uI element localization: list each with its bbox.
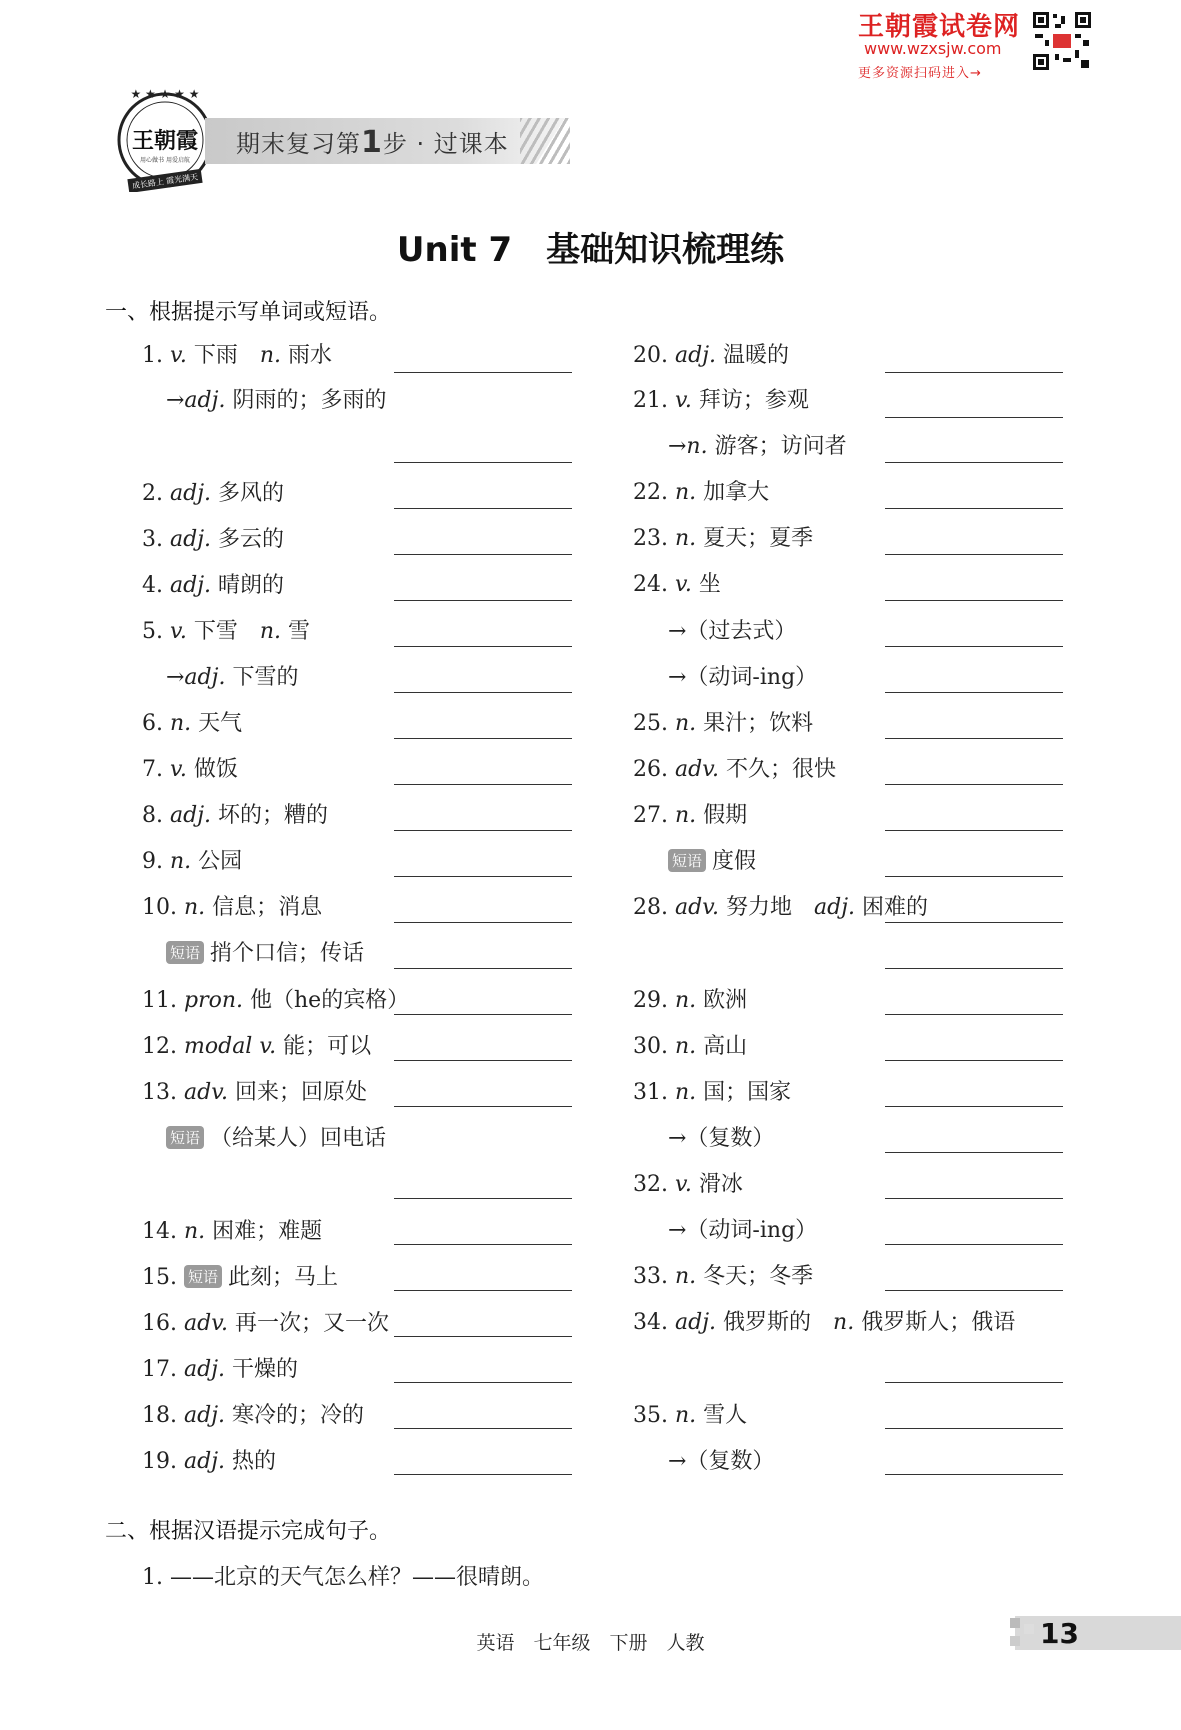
item-hint: 拜访；参观 — [698, 388, 809, 413]
exercise-item — [142, 1029, 371, 1060]
item-number: 14. — [142, 1219, 177, 1244]
exercise-item — [633, 338, 789, 369]
exercise-item — [166, 1121, 386, 1152]
item-number: 16. — [142, 1311, 177, 1336]
part-of-speech: adj. — [184, 1357, 226, 1382]
part-of-speech: adj. — [170, 527, 212, 552]
item-hint: 假期 — [703, 803, 748, 828]
item-hint: 国；国家 — [703, 1080, 792, 1105]
part-of-speech: adj. — [675, 1310, 717, 1335]
item-hint: 滑冰 — [698, 1172, 743, 1197]
brand-title: 王朝霞试卷网 — [858, 12, 1021, 42]
answer-blank[interactable] — [394, 922, 572, 923]
answer-blank[interactable] — [885, 968, 1063, 969]
wangzhaoxia-logo — [110, 82, 220, 192]
part-of-speech: adv. — [184, 1080, 229, 1105]
item-hint: 雪人 — [703, 1403, 748, 1428]
exercise-item — [633, 706, 813, 737]
exercise-item — [142, 522, 284, 553]
exercise-item — [142, 1075, 367, 1106]
answer-blank[interactable] — [885, 554, 1063, 555]
answer-blank[interactable] — [885, 1106, 1063, 1107]
answer-blank[interactable] — [394, 1244, 572, 1245]
part-of-speech: n. — [184, 895, 206, 920]
phrase-tag: 短语 — [166, 1126, 204, 1149]
part-of-speech: adj. — [675, 343, 717, 368]
item-hint: 他（he的宾格） — [250, 988, 410, 1013]
part-of-speech: v. — [170, 343, 187, 368]
brand-block — [858, 6, 1093, 82]
item-hint: 多风的 — [218, 481, 285, 506]
item-number: 4. — [142, 573, 163, 598]
part-of-speech: adj. — [184, 1449, 226, 1474]
answer-blank[interactable] — [885, 692, 1063, 693]
answer-blank[interactable] — [885, 784, 1063, 785]
exercise-item — [668, 429, 847, 460]
item-hint: 下雨 — [193, 343, 260, 368]
item-hint: 干燥的 — [232, 1357, 299, 1382]
item-number: 27. — [633, 803, 668, 828]
item-hint: 能；可以 — [283, 1034, 372, 1059]
brand-tip: 更多资源扫码进入→ — [858, 66, 982, 81]
exercise-item — [142, 338, 332, 369]
item-number: 35. — [633, 1403, 668, 1428]
item-hint: 做饭 — [193, 757, 238, 782]
item-number: 29. — [633, 988, 668, 1013]
answer-blank[interactable] — [885, 738, 1063, 739]
answer-blank[interactable] — [394, 830, 572, 831]
part-of-speech: n. — [675, 1080, 697, 1105]
part-of-speech: v. — [170, 619, 187, 644]
item-number: 8. — [142, 803, 163, 828]
part-of-speech: v. — [170, 757, 187, 782]
exercise-item — [142, 844, 242, 875]
part-of-speech: v. — [675, 388, 692, 413]
item-hint: （给某人）回电话 — [210, 1126, 387, 1151]
part-of-speech: n. — [675, 988, 697, 1013]
item-number: 1. — [142, 343, 163, 368]
answer-blank[interactable] — [394, 1290, 572, 1291]
part-of-speech: adj. — [170, 803, 212, 828]
exercise-item — [166, 383, 386, 414]
exercise-item — [633, 567, 721, 598]
answer-blank[interactable] — [885, 1290, 1063, 1291]
item-hint: 俄罗斯人；俄语 — [861, 1310, 1016, 1335]
answer-blank[interactable] — [394, 1336, 572, 1337]
item-number: 33. — [633, 1264, 668, 1289]
item-hint: 不久；很快 — [726, 757, 837, 782]
item-hint: 多云的 — [218, 527, 285, 552]
answer-blank[interactable] — [394, 738, 572, 739]
item-hint: 果汁；饮料 — [703, 711, 814, 736]
item-number: 17. — [142, 1357, 177, 1382]
answer-blank[interactable] — [394, 1382, 572, 1383]
part-of-speech: pron. — [184, 988, 244, 1013]
exercise-item — [633, 1167, 743, 1198]
item-number: 24. — [633, 572, 668, 597]
svg-text:王朝霞: 王朝霞 — [131, 128, 199, 154]
part-of-speech: n. — [675, 711, 697, 736]
exercise-item — [166, 936, 364, 967]
part-of-speech: →adj. — [166, 388, 226, 413]
part-of-speech: adj. — [814, 895, 856, 920]
page-number: 13 — [1040, 1617, 1079, 1650]
answer-blank[interactable] — [885, 830, 1063, 831]
item-number: 21. — [633, 388, 668, 413]
item-number: 31. — [633, 1080, 668, 1105]
page-title: Unit 7 基础知识梳理练 — [396, 230, 785, 270]
part-of-speech: →n. — [668, 434, 708, 459]
exercise-item — [668, 1213, 817, 1244]
part-of-speech: n. — [675, 1264, 697, 1289]
item-number: 25. — [633, 711, 668, 736]
answer-blank[interactable] — [394, 600, 572, 601]
part-of-speech: adv. — [675, 757, 720, 782]
exercise-item — [142, 1306, 389, 1337]
item-hint: 困难的 — [862, 895, 929, 920]
part-of-speech: adj. — [170, 573, 212, 598]
item-hint: 温暖的 — [723, 343, 790, 368]
item-hint: 加拿大 — [703, 480, 770, 505]
part-of-speech: n. — [833, 1310, 855, 1335]
exercise-item — [633, 983, 747, 1014]
answer-blank[interactable] — [885, 1152, 1063, 1153]
exercise-item — [142, 983, 409, 1014]
answer-blank[interactable] — [885, 1474, 1063, 1475]
answer-blank[interactable] — [885, 1428, 1063, 1429]
part-of-speech: adj. — [184, 1403, 226, 1428]
phrase-tag: 短语 — [166, 941, 204, 964]
part-of-speech: n. — [259, 343, 281, 368]
exercise-item — [142, 1260, 338, 1291]
item-number: 15. — [142, 1265, 177, 1290]
answer-blank[interactable] — [885, 1014, 1063, 1015]
item-number: 22. — [633, 480, 668, 505]
item-hint: 捎个口信；传话 — [210, 941, 365, 966]
answer-blank[interactable] — [394, 1106, 572, 1107]
svg-text:用心做书 用爱启航: 用心做书 用爱启航 — [140, 157, 190, 164]
item-number: 12. — [142, 1034, 177, 1059]
answer-blank[interactable] — [885, 1244, 1063, 1245]
item-hint: →（复数） — [668, 1126, 775, 1151]
banner-stripes — [520, 118, 570, 164]
answer-blank[interactable] — [885, 1198, 1063, 1199]
answer-blank[interactable] — [394, 372, 572, 373]
answer-blank[interactable] — [394, 784, 572, 785]
item-hint: 欧洲 — [703, 988, 748, 1013]
exercise-item — [142, 1398, 364, 1429]
part-of-speech: n. — [184, 1219, 206, 1244]
exercise-item — [142, 1352, 298, 1383]
section-1-heading: 一、根据提示写单词或短语。 — [105, 300, 392, 325]
part-of-speech: n. — [675, 803, 697, 828]
item-hint: 度假 — [712, 849, 757, 874]
answer-blank[interactable] — [885, 372, 1063, 373]
answer-blank[interactable] — [885, 462, 1063, 463]
answer-blank[interactable] — [885, 508, 1063, 509]
exercise-item — [633, 1305, 1015, 1336]
exercise-item — [633, 521, 813, 552]
phrase-tag: 短语 — [184, 1265, 222, 1288]
exercise-item — [668, 1444, 774, 1475]
item-hint: 下雪 — [193, 619, 260, 644]
part-of-speech: v. — [675, 1172, 692, 1197]
qr-code-icon[interactable] — [1031, 10, 1093, 72]
item-number: 19. — [142, 1449, 177, 1474]
svg-text:成长路上 霞光满天: 成长路上 霞光满天 — [131, 172, 199, 191]
part-of-speech: n. — [259, 619, 281, 644]
svg-text:★ ★ ★ ★ ★: ★ ★ ★ ★ ★ — [130, 87, 200, 101]
item-hint: 公园 — [198, 849, 243, 874]
exercise-item — [668, 844, 756, 875]
answer-blank[interactable] — [885, 417, 1063, 418]
exercise-item — [142, 890, 322, 921]
exercise-item — [668, 660, 817, 691]
exercise-item — [142, 706, 242, 737]
answer-blank[interactable] — [885, 1060, 1063, 1061]
item-number: 9. — [142, 849, 163, 874]
item-number: 28. — [633, 895, 668, 920]
exercise-item — [142, 476, 284, 507]
item-hint: →（动词-ing） — [668, 665, 818, 690]
answer-blank[interactable] — [394, 1428, 572, 1429]
item-number: 20. — [633, 343, 668, 368]
item-hint: 回来；回原处 — [235, 1080, 368, 1105]
exercise-item — [633, 475, 769, 506]
brand-url[interactable]: www.wzxsjw.com — [864, 39, 1002, 58]
answer-blank[interactable] — [394, 646, 572, 647]
answer-blank[interactable] — [885, 922, 1063, 923]
part-of-speech: n. — [675, 526, 697, 551]
phrase-tag: 短语 — [668, 849, 706, 872]
answer-blank[interactable] — [394, 968, 572, 969]
exercise-item — [142, 798, 328, 829]
item-hint: 晴朗的 — [218, 573, 285, 598]
item-number: 11. — [142, 988, 177, 1013]
answer-blank[interactable] — [885, 876, 1063, 877]
banner-text: 期末复习第1步 · 过课本 — [236, 125, 509, 160]
part-of-speech: n. — [675, 1034, 697, 1059]
answer-blank[interactable] — [885, 1382, 1063, 1383]
item-hint: 寒冷的；冷的 — [232, 1403, 365, 1428]
item-number: 26. — [633, 757, 668, 782]
part-of-speech: adv. — [675, 895, 720, 920]
item-hint: 雨水 — [288, 343, 333, 368]
part-of-speech: n. — [675, 1403, 697, 1428]
answer-blank[interactable] — [394, 876, 572, 877]
item-hint: 俄罗斯的 — [723, 1310, 834, 1335]
item-hint: 阴雨的；多雨的 — [232, 388, 387, 413]
answer-blank[interactable] — [394, 462, 572, 463]
exercise-item — [142, 1444, 276, 1475]
exercise-item — [633, 1398, 747, 1429]
item-hint: 努力地 — [726, 895, 815, 920]
answer-blank[interactable] — [394, 1060, 572, 1061]
exercise-item — [668, 614, 796, 645]
item-number: 13. — [142, 1080, 177, 1105]
item-number: 7. — [142, 757, 163, 782]
item-hint: 坐 — [698, 572, 721, 597]
item-number: 34. — [633, 1310, 668, 1335]
exercise-item — [142, 614, 310, 645]
answer-blank[interactable] — [394, 1474, 572, 1475]
exercise-item — [142, 568, 284, 599]
item-hint: →（复数） — [668, 1449, 775, 1474]
item-hint: 雪 — [288, 619, 311, 644]
exercise-item — [166, 660, 298, 691]
item-hint: 热的 — [232, 1449, 277, 1474]
answer-blank[interactable] — [394, 1014, 572, 1015]
part-of-speech: v. — [675, 572, 692, 597]
footer-text: 英语 七年级 下册 人教 — [476, 1632, 705, 1654]
exercise-item — [633, 1029, 747, 1060]
part-of-speech: modal v. — [184, 1034, 277, 1059]
exercise-item — [668, 1121, 774, 1152]
item-hint: 游客；访问者 — [714, 434, 847, 459]
part-of-speech: n. — [170, 849, 192, 874]
answer-blank[interactable] — [394, 508, 572, 509]
item-hint: 冬天；冬季 — [703, 1264, 814, 1289]
sentence-1: 1. ——北京的天气怎么样？——很晴朗。 — [142, 1565, 544, 1590]
item-number: 30. — [633, 1034, 668, 1059]
item-number: 23. — [633, 526, 668, 551]
part-of-speech: adj. — [170, 481, 212, 506]
part-of-speech: n. — [170, 711, 192, 736]
item-hint: 再一次；又一次 — [235, 1311, 390, 1336]
exercise-item — [633, 752, 836, 783]
item-hint: 天气 — [198, 711, 243, 736]
item-hint: 困难；难题 — [212, 1219, 323, 1244]
exercise-item — [142, 752, 238, 783]
exercise-item — [633, 383, 809, 414]
item-number: 6. — [142, 711, 163, 736]
item-number: 18. — [142, 1403, 177, 1428]
item-number: 10. — [142, 895, 177, 920]
exercise-item — [633, 1075, 791, 1106]
answer-blank[interactable] — [394, 1198, 572, 1199]
item-hint: →（过去式） — [668, 619, 797, 644]
exercise-item — [633, 890, 928, 921]
part-of-speech: →adj. — [166, 665, 226, 690]
item-number: 2. — [142, 481, 163, 506]
item-hint: 坏的；糟的 — [218, 803, 329, 828]
section-2-heading: 二、根据汉语提示完成句子。 — [105, 1519, 392, 1544]
item-number: 3. — [142, 527, 163, 552]
item-hint: 信息；消息 — [212, 895, 323, 920]
answer-blank[interactable] — [394, 554, 572, 555]
exercise-item — [633, 798, 747, 829]
item-number: 5. — [142, 619, 163, 644]
part-of-speech: adv. — [184, 1311, 229, 1336]
item-hint: 下雪的 — [232, 665, 299, 690]
answer-blank[interactable] — [394, 692, 572, 693]
item-number: 32. — [633, 1172, 668, 1197]
exercise-item — [142, 1214, 322, 1245]
item-hint: 高山 — [703, 1034, 748, 1059]
answer-blank[interactable] — [885, 646, 1063, 647]
item-hint: →（动词-ing） — [668, 1218, 818, 1243]
item-hint: 此刻；马上 — [228, 1265, 339, 1290]
item-hint: 夏天；夏季 — [703, 526, 814, 551]
part-of-speech: n. — [675, 480, 697, 505]
answer-blank[interactable] — [885, 600, 1063, 601]
exercise-item — [633, 1259, 813, 1290]
